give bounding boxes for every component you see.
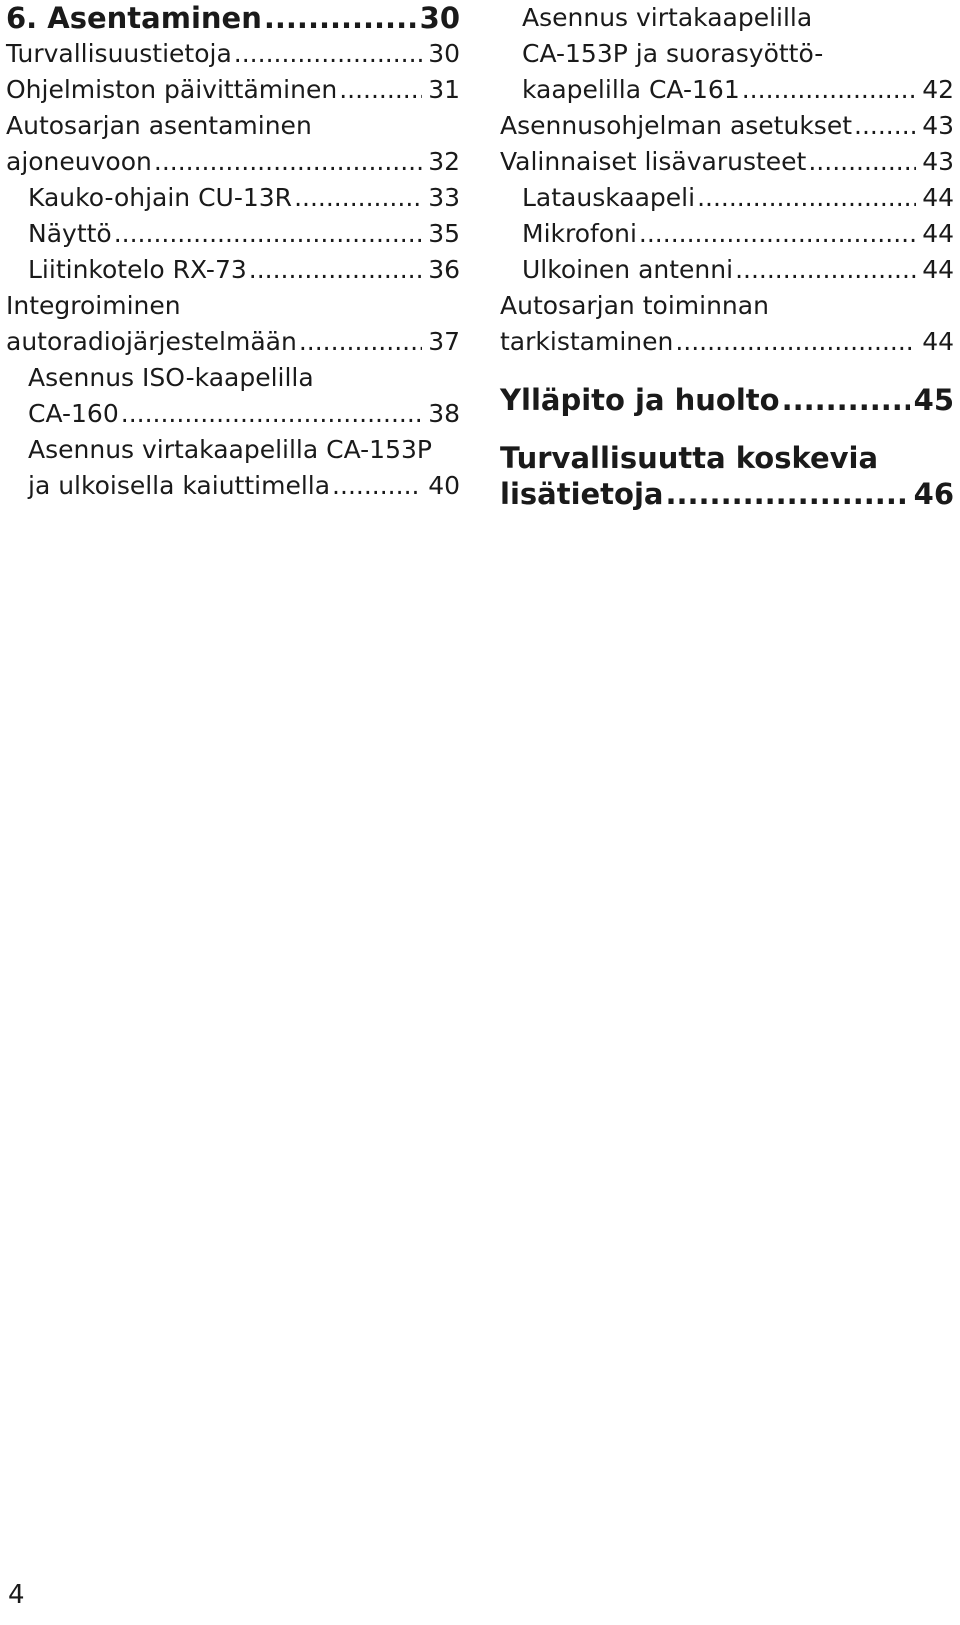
page-ref: 38 xyxy=(428,399,460,428)
chapter-title: lisätietoja xyxy=(500,477,664,511)
dot-leader xyxy=(742,72,916,108)
dot-leader xyxy=(154,144,422,180)
toc-item-label: Asennus virtakaapelilla xyxy=(522,3,813,32)
toc-item-asennus-suorasyotto[interactable] xyxy=(500,0,954,108)
dot-leader xyxy=(299,324,422,360)
toc-item-label: Ulkoinen antenni xyxy=(522,255,734,284)
dot-leader xyxy=(675,324,916,360)
page-ref: 35 xyxy=(428,219,460,248)
toc-item-label: Latauskaapeli xyxy=(522,183,696,212)
toc-item-label: Asennusohjelman asetukset xyxy=(500,111,853,140)
dot-leader xyxy=(639,216,916,252)
toc-chapter-turvallisuutta-koskevia[interactable] xyxy=(500,440,954,512)
page-number: 4 xyxy=(8,1580,25,1610)
page-ref: 30 xyxy=(419,1,460,35)
toc-item-autosarjan-toiminnan-tarkistaminen[interactable] xyxy=(500,288,954,360)
dot-leader xyxy=(808,144,916,180)
page-ref: 30 xyxy=(428,39,460,68)
dot-leader xyxy=(234,36,422,72)
page-ref: 43 xyxy=(922,147,954,176)
toc-chapter-asentaminen[interactable] xyxy=(6,0,460,36)
toc-item-naytto[interactable] xyxy=(6,216,460,252)
toc-item-ulkoinen-antenni[interactable] xyxy=(500,252,954,288)
page-ref: 33 xyxy=(428,183,460,212)
toc-item-label: Mikrofoni xyxy=(522,219,637,248)
toc-item-label: autoradiojärjestelmään xyxy=(6,327,297,356)
toc-item-label: Autosarjan toiminnan xyxy=(500,291,769,320)
page-ref: 44 xyxy=(922,183,954,212)
page-ref: 40 xyxy=(428,471,460,500)
dot-leader xyxy=(339,72,422,108)
page-ref: 43 xyxy=(922,111,954,140)
toc-item-label: tarkistaminen xyxy=(500,327,674,356)
toc-item-asennus-iso-kaapelilla[interactable] xyxy=(6,360,460,432)
dot-leader xyxy=(264,0,416,36)
page-ref: 42 xyxy=(922,75,954,104)
dot-leader xyxy=(294,180,422,216)
toc-item-valinnaiset-lisavarusteet[interactable] xyxy=(500,144,954,180)
dot-leader xyxy=(735,252,916,288)
toc-item-label: Liitinkotelo RX-73 xyxy=(28,255,247,284)
page-ref: 36 xyxy=(428,255,460,284)
toc-item-kauko-ohjain[interactable] xyxy=(6,180,460,216)
page-ref: 44 xyxy=(922,327,954,356)
chapter-title: 6. Asentaminen xyxy=(6,1,262,35)
toc-item-label: Valinnaiset lisävarusteet xyxy=(500,147,807,176)
dot-leader xyxy=(665,476,909,512)
toc-item-label: Asennus ISO-kaapelilla xyxy=(28,363,314,392)
toc-chapter-yllapito-ja-huolto[interactable] xyxy=(500,382,954,418)
toc-item-asennusohjelman-asetukset[interactable] xyxy=(500,108,954,144)
toc-item-label: Turvallisuustietoja xyxy=(6,39,232,68)
toc-item-latauskaapeli[interactable] xyxy=(500,180,954,216)
toc-item-mikrofoni[interactable] xyxy=(500,216,954,252)
toc-item-label: Integroiminen xyxy=(6,291,181,320)
toc-item-label: Asennus virtakaapelilla CA-153P xyxy=(28,435,432,464)
chapter-title: Ylläpito ja huolto xyxy=(500,383,780,417)
toc-item-asennus-virtakaapelilla-kaiutin[interactable] xyxy=(6,432,460,504)
dot-leader xyxy=(249,252,422,288)
dot-leader xyxy=(114,216,422,252)
toc-item-label: Näyttö xyxy=(28,219,112,248)
toc-right-column xyxy=(500,0,954,512)
dot-leader xyxy=(697,180,916,216)
page-ref: 32 xyxy=(428,147,460,176)
toc-item-label: kaapelilla CA-161 xyxy=(522,75,740,104)
toc-item-integroiminen[interactable] xyxy=(6,288,460,360)
page-ref: 46 xyxy=(913,477,954,511)
page-ref: 44 xyxy=(922,219,954,248)
toc-item-label: CA-153P ja suorasyöttö- xyxy=(522,39,824,68)
toc-item-label: ja ulkoisella kaiuttimella xyxy=(28,471,331,500)
dot-leader xyxy=(854,108,916,144)
toc-item-autosarjan-asentaminen[interactable] xyxy=(6,108,460,180)
page-ref: 31 xyxy=(428,75,460,104)
toc-left-column xyxy=(6,0,460,504)
toc-item-label: Ohjelmiston päivittäminen xyxy=(6,75,338,104)
dot-leader xyxy=(782,382,910,418)
toc-item-label: Autosarjan asentaminen xyxy=(6,111,312,140)
page-ref: 44 xyxy=(922,255,954,284)
page-ref: 45 xyxy=(913,383,954,417)
toc-item-label: ajoneuvoon xyxy=(6,147,152,176)
dot-leader xyxy=(332,468,422,504)
toc-item-ohjelmiston-paivittaminen[interactable] xyxy=(6,72,460,108)
toc-item-label: Kauko-ohjain CU-13R xyxy=(28,183,293,212)
toc-item-label: CA-160 xyxy=(28,399,119,428)
chapter-title: Turvallisuutta koskevia xyxy=(500,441,879,475)
page-ref: 37 xyxy=(428,327,460,356)
toc-item-turvallisuustietoja[interactable] xyxy=(6,36,460,72)
dot-leader xyxy=(121,396,422,432)
toc-item-liitinkotelo[interactable] xyxy=(6,252,460,288)
